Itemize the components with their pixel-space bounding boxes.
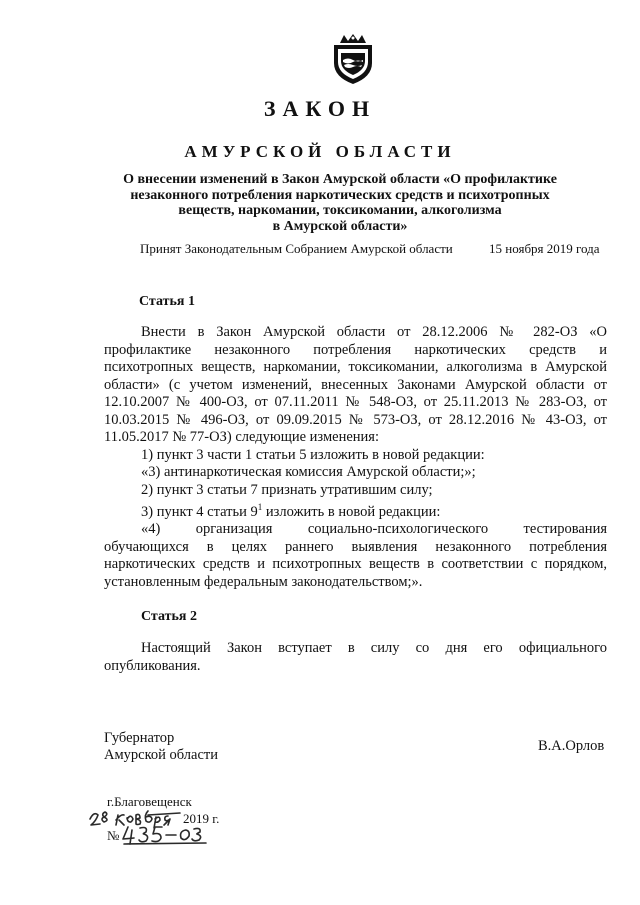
item-3 <box>104 499 607 521</box>
body-line: Внести в Закон Амурской области от 28.12.2006 № 282-ОЗ «О <box>141 324 607 340</box>
article-1-body <box>104 324 607 591</box>
item-4-line: установленным федеральным законодательством;». <box>104 573 423 590</box>
body-line: Настоящий Закон вступает в силу со дня его официального <box>141 640 607 656</box>
region-title: АМУРСКОЙ ОБЛАСТИ <box>184 142 456 161</box>
article-1-heading: Статья 1 <box>139 294 195 309</box>
adopted-date: 15 ноября 2019 года <box>489 241 600 256</box>
body-line: 11.05.2017 № 77-ОЗ) следующие изменения: <box>104 429 379 445</box>
body-line: опубликования. <box>104 657 201 674</box>
law-subtitle <box>100 172 580 234</box>
date-year: 2019 г. <box>183 811 220 826</box>
item-4-line: обучающихся в целях раннего выявления незаконного потребления <box>104 538 607 555</box>
body-line: 10.03.2015 № 496-ОЗ, от 09.09.2015 № 573-ОЗ, от 28.12.2016 № 43-ОЗ, от <box>104 411 607 428</box>
item-4-line: наркотических средств и психотропных веществ в соответствии с порядком, <box>104 556 607 573</box>
signatory-position <box>104 730 218 764</box>
subtitle-line: О внесении изменений в Закон Амурской области «О профилактике <box>123 172 557 187</box>
item-1-text: «3) антинаркотическая комиссия Амурской области;»; <box>141 464 476 480</box>
position-line: Амурской области <box>104 747 218 763</box>
city: г.Благовещенск <box>107 794 192 809</box>
body-line: 12.10.2007 № 400-ОЗ, от 07.11.2011 № 548-ОЗ, от 25.11.2013 № 283-ОЗ, от <box>104 394 607 410</box>
handwritten-law-number <box>120 822 220 848</box>
body-line: психотропных веществ, наркомании, токсикомании, алкоголизма в Амурской <box>104 359 607 375</box>
amur-region-emblem-icon <box>330 33 376 85</box>
body-line: области» (с учетом изменений, внесенных Законами Амурской области от <box>104 376 607 393</box>
item-3-text: 3) пункт 4 статьи 9 <box>141 503 258 520</box>
law-title: ЗАКОН <box>263 96 377 121</box>
article-2-body <box>104 640 607 675</box>
item-3-text-end: изложить в новой редакции: <box>262 503 441 520</box>
item-1: 1) пункт 3 части 1 статьи 5 изложить в новой редакции: <box>141 446 485 463</box>
subtitle-line: в Амурской области» <box>272 218 408 234</box>
body-line: профилактике незаконного потребления наркотических средств и <box>104 341 607 358</box>
item-2: 2) пункт 3 статьи 7 признать утратившим силу; <box>141 481 433 498</box>
position-line: Губернатор <box>104 730 175 746</box>
article-2-heading: Статья 2 <box>141 609 197 624</box>
subtitle-line: веществ, наркомании, токсикомании, алкоголизма <box>178 203 502 218</box>
item-3-superscript: 1 <box>257 502 263 512</box>
item-4-line: «4) организация социально-психологического тестирования <box>141 521 607 538</box>
signatory-name: В.А.Орлов <box>538 738 605 754</box>
adopted-by: Принят Законодательным Собранием Амурской области <box>140 241 453 256</box>
number-label: № <box>107 828 120 843</box>
subtitle-line: незаконного потребления наркотических средств и психотропных <box>130 187 550 203</box>
